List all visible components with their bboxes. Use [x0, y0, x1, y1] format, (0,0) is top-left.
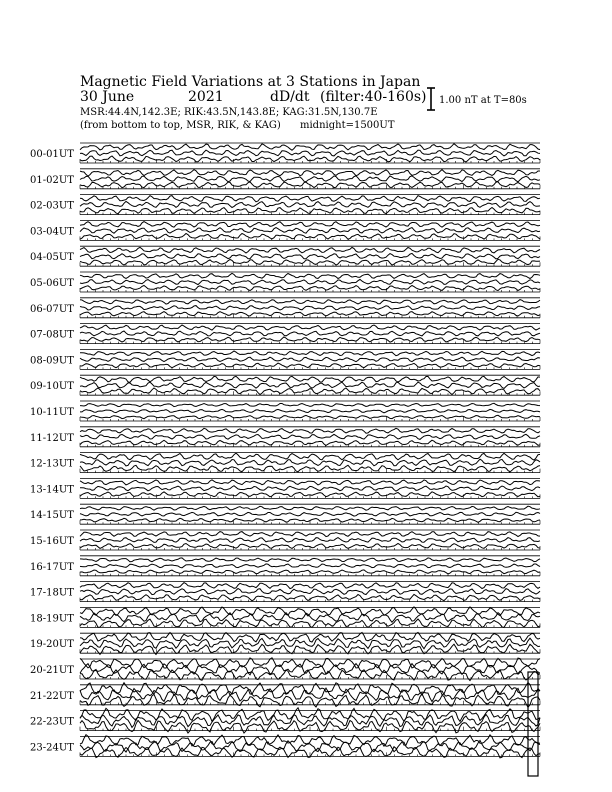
- station-trace-kag: [80, 196, 540, 202]
- station-trace-kag: [80, 583, 540, 589]
- hour-row: [30, 246, 540, 266]
- hour-row: [30, 735, 540, 758]
- chart-header: [80, 74, 427, 131]
- order-label: (from bottom to top, MSR, RIK, & KAG): [80, 120, 281, 131]
- station-trace-rik: [80, 382, 540, 388]
- hour-row: [30, 453, 540, 473]
- stations-label: MSR:44.4N,142.3E; RIK:43.5N,143.8E; KAG:31.5N,130.7E: [80, 107, 378, 118]
- hour-label: 18-19UT: [30, 613, 74, 625]
- scale-bar: [427, 88, 527, 110]
- station-trace-rik: [80, 201, 540, 207]
- hour-row: [30, 582, 540, 602]
- midnight-label: midnight=1500UT: [300, 120, 395, 131]
- hour-row: [30, 272, 540, 292]
- station-trace-kag: [80, 273, 540, 278]
- hour-label: 07-08UT: [30, 329, 74, 341]
- hour-label: 20-21UT: [30, 665, 74, 676]
- quantity-label: dD/dt: [270, 89, 310, 105]
- hour-row: [30, 324, 540, 344]
- station-trace-rik: [80, 512, 540, 516]
- station-trace-rik: [80, 589, 540, 595]
- date-label: 30 June: [80, 89, 135, 105]
- station-trace-kag: [80, 144, 540, 151]
- station-trace-rik: [80, 176, 540, 182]
- station-trace-rik: [80, 253, 540, 259]
- station-trace-kag: [80, 170, 540, 177]
- station-trace-kag: [80, 351, 540, 356]
- station-trace-kag: [80, 403, 540, 406]
- station-trace-rik: [80, 459, 540, 466]
- station-trace-kag: [80, 247, 540, 253]
- filter-label: (filter:40-160s): [320, 89, 427, 105]
- station-trace-rik: [80, 638, 540, 649]
- overflow-marker-box: [528, 672, 538, 776]
- station-trace-rik: [80, 538, 540, 543]
- station-trace-rik: [80, 306, 540, 310]
- station-trace-msr: [80, 694, 540, 708]
- hour-row: [30, 658, 540, 681]
- station-trace-rik: [80, 357, 540, 362]
- hour-row: [30, 349, 540, 369]
- station-trace-kag: [80, 300, 540, 305]
- station-trace-rik: [80, 486, 540, 491]
- hour-label: 15-16UT: [30, 536, 74, 547]
- year-label: 2021: [188, 89, 224, 105]
- hour-row: [30, 607, 540, 628]
- hour-label: 05-06UT: [30, 278, 74, 289]
- chart-title: Magnetic Field Variations at 3 Stations in Japan: [80, 74, 421, 90]
- hour-label: 19-20UT: [30, 639, 74, 651]
- station-trace-kag: [80, 453, 540, 460]
- hour-label: 23-24UT: [30, 742, 74, 754]
- station-trace-kag: [80, 532, 540, 537]
- hour-row: [30, 298, 540, 318]
- hour-row: [30, 708, 540, 733]
- hour-row: [30, 632, 540, 654]
- station-trace-rik: [80, 688, 540, 702]
- hour-row: [30, 504, 540, 524]
- station-trace-rik: [80, 228, 540, 234]
- station-trace-rik: [80, 409, 540, 412]
- hour-label: 22-23UT: [30, 716, 74, 728]
- hour-label: 08-09UT: [30, 355, 74, 367]
- hour-label: 03-04UT: [30, 226, 74, 238]
- station-trace-kag: [80, 428, 540, 433]
- hour-row: [30, 220, 540, 240]
- hour-row: [30, 143, 540, 163]
- hour-row: [30, 427, 540, 447]
- station-trace-rik: [80, 564, 540, 568]
- scale-bar-label: 1.00 nT at T=80s: [439, 95, 527, 106]
- hour-label: 14-15UT: [30, 510, 74, 522]
- hour-row: [30, 375, 540, 395]
- station-trace-rik: [80, 279, 540, 284]
- station-trace-rik: [80, 150, 540, 156]
- hour-label: 21-22UT: [30, 690, 74, 702]
- hour-label: 16-17UT: [30, 561, 74, 573]
- hour-label: 01-02UT: [30, 174, 74, 186]
- hour-label: 17-18UT: [30, 587, 74, 599]
- station-trace-kag: [80, 506, 540, 510]
- hour-label: 10-11UT: [30, 407, 74, 418]
- hour-label: 06-07UT: [30, 303, 74, 315]
- hour-row: [30, 683, 540, 708]
- station-trace-kag: [80, 325, 540, 330]
- station-trace-kag: [80, 222, 540, 228]
- hour-label: 04-05UT: [30, 252, 74, 264]
- hour-row: [30, 401, 540, 421]
- station-trace-kag: [80, 558, 540, 562]
- hour-label: 11-12UT: [30, 432, 74, 444]
- hour-row: [30, 556, 540, 576]
- hour-row: [30, 195, 540, 215]
- station-trace-kag: [80, 376, 540, 382]
- hour-row: [30, 530, 540, 550]
- plot-rows: [30, 143, 540, 758]
- hour-label: 13-14UT: [30, 484, 74, 496]
- station-trace-rik: [80, 434, 540, 439]
- station-trace-kag: [80, 480, 540, 485]
- hour-label: 00-01UT: [30, 149, 74, 160]
- station-trace-rik: [80, 331, 540, 336]
- hour-label: 12-13UT: [30, 458, 74, 470]
- hour-row: [30, 478, 540, 498]
- hour-label: 02-03UT: [30, 200, 74, 212]
- station-trace-kag: [80, 607, 540, 616]
- hour-row: [30, 169, 540, 189]
- hour-label: 09-10UT: [30, 381, 74, 393]
